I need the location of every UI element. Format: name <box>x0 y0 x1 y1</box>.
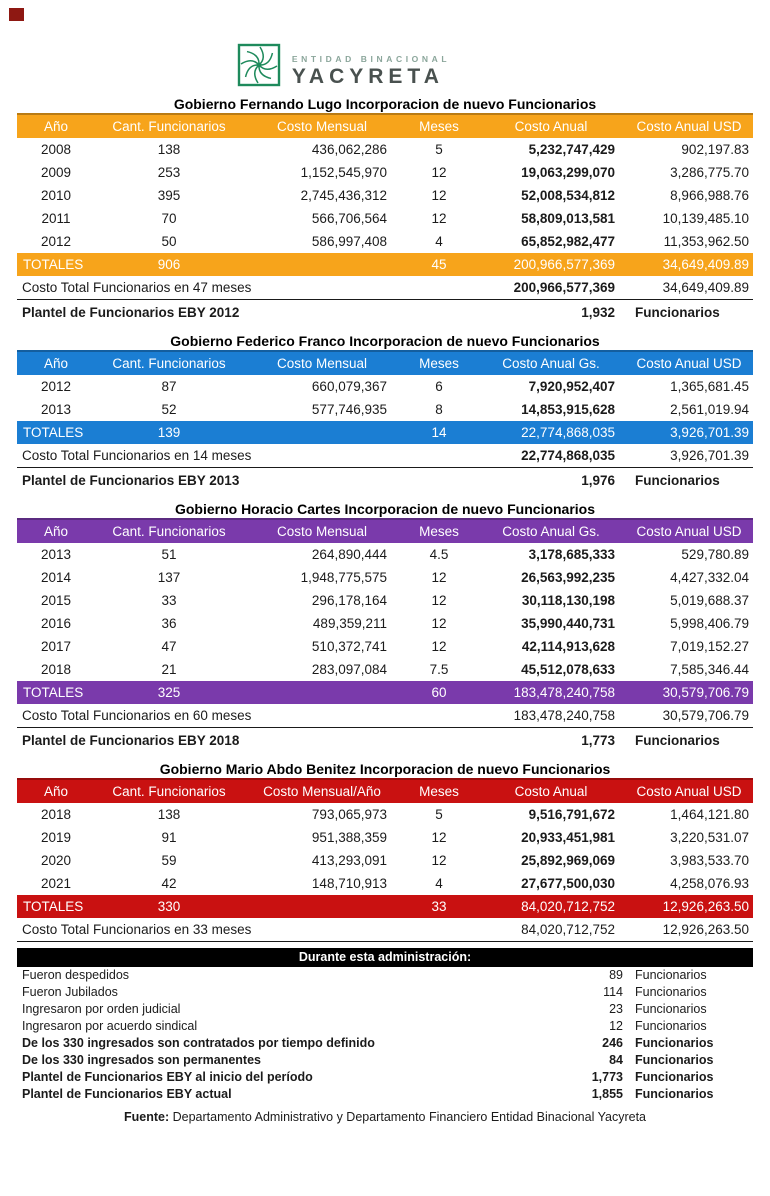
column-header: Costo Anual USD <box>636 356 742 371</box>
table-row <box>17 635 753 658</box>
table-cell: 283,097,084 <box>311 662 387 677</box>
admin-row-label: Plantel de Funcionarios EBY actual <box>22 1087 232 1101</box>
table-cell: 436,062,286 <box>311 142 387 157</box>
column-header: Cant. Funcionarios <box>112 524 226 539</box>
table-cell: 2012 <box>40 234 72 249</box>
table-cell: 36 <box>161 616 177 631</box>
table-cell: 4.5 <box>429 547 449 562</box>
admin-row-value: 1,773 <box>591 1070 623 1084</box>
table-cell: 42 <box>161 876 177 891</box>
admin-section <box>17 948 753 1103</box>
table-cell: 2017 <box>40 639 72 654</box>
table-cell: 35,990,440,731 <box>521 616 615 631</box>
costo-total-anual: 183,478,240,758 <box>513 708 615 723</box>
table-cell: 951,388,359 <box>311 830 387 845</box>
totales-spacer <box>243 421 401 444</box>
table-cell: 2018 <box>40 807 72 822</box>
column-header: Año <box>43 356 69 371</box>
table-cell: 12 <box>431 616 447 631</box>
table-cell: 51 <box>161 547 177 562</box>
table-cell: 7.5 <box>429 662 449 677</box>
source-note-label: Fuente: <box>123 1110 170 1124</box>
table-cell: 26,563,992,235 <box>521 570 615 585</box>
table-cell: 793,065,973 <box>311 807 387 822</box>
column-header: Año <box>43 524 69 539</box>
table-cell: 510,372,741 <box>311 639 387 654</box>
table-cell: 2021 <box>40 876 72 891</box>
table-cell: 27,677,500,030 <box>521 876 615 891</box>
table-row <box>17 612 753 635</box>
costo-total-usd: 12,926,263.50 <box>662 922 749 937</box>
table-cell: 264,890,444 <box>311 547 387 562</box>
plantel-row <box>17 728 753 753</box>
table-row <box>17 658 753 681</box>
admin-section-header: Durante esta administración: <box>17 948 753 967</box>
table-cell: 3,220,531.07 <box>670 830 749 845</box>
table-cell: 10,139,485.10 <box>662 211 749 226</box>
table-cell: 7,920,952,407 <box>528 379 615 394</box>
totales-row <box>17 253 753 276</box>
table-header-row <box>17 518 753 543</box>
table-row <box>17 826 753 849</box>
plantel-unit: Funcionarios <box>635 473 720 488</box>
table-cell: 65,852,982,477 <box>521 234 615 249</box>
admin-row-value: 246 <box>602 1036 623 1050</box>
table-cell: 12 <box>431 211 447 226</box>
table-cell: 12 <box>431 853 447 868</box>
table-cell: 2011 <box>41 211 71 226</box>
table-title: Gobierno Federico Franco Incorporacion de nuevo Funcionarios <box>170 333 600 349</box>
admin-row <box>17 984 753 1001</box>
table-cell: 8 <box>435 402 443 417</box>
plantel-label: Plantel de Funcionarios EBY 2012 <box>22 305 240 320</box>
table-title: Gobierno Horacio Cartes Incorporacion de nuevo Funcionarios <box>174 501 596 517</box>
totales-cant: 906 <box>157 257 181 272</box>
table-cell: 91 <box>161 830 177 845</box>
totales-label: TOTALES <box>23 685 84 700</box>
table-cell: 59 <box>161 853 177 868</box>
costo-total-row <box>17 918 753 942</box>
plantel-unit: Funcionarios <box>635 305 720 320</box>
admin-row-label: Ingresaron por orden judicial <box>22 1002 181 1016</box>
column-header: Cant. Funcionarios <box>112 119 226 134</box>
table-cell: 148,710,913 <box>311 876 387 891</box>
table-cell: 1,464,121.80 <box>670 807 749 822</box>
table-cell: 4,427,332.04 <box>670 570 749 585</box>
table-cell: 1,365,681.45 <box>670 379 749 394</box>
table-cell: 4,258,076.93 <box>670 876 749 891</box>
table-row <box>17 184 753 207</box>
column-header: Costo Mensual/Año <box>263 784 381 799</box>
column-header: Costo Mensual <box>276 119 368 134</box>
table-cell: 2014 <box>40 570 72 585</box>
admin-row <box>17 1001 753 1018</box>
table-cell: 2016 <box>40 616 72 631</box>
totales-usd: 3,926,701.39 <box>670 425 749 440</box>
table-row <box>17 872 753 895</box>
admin-row-unit: Funcionarios <box>635 1036 714 1050</box>
totales-meses: 33 <box>431 899 447 914</box>
column-header: Año <box>43 119 69 134</box>
table-cell: 138 <box>157 142 181 157</box>
table-cell: 58,809,013,581 <box>521 211 615 226</box>
table-cell: 52,008,534,812 <box>521 188 615 203</box>
totales-anual: 200,966,577,369 <box>513 257 615 272</box>
column-header: Costo Anual <box>514 784 588 799</box>
table-cell: 42,114,913,628 <box>521 639 615 654</box>
column-header: Cant. Funcionarios <box>112 356 226 371</box>
logo-text <box>292 54 450 88</box>
table-row <box>17 230 753 253</box>
totales-label: TOTALES <box>23 425 84 440</box>
table-row <box>17 803 753 826</box>
column-header: Año <box>43 784 69 799</box>
table-row <box>17 375 753 398</box>
table-cell: 33 <box>161 593 177 608</box>
table-cell: 45,512,078,633 <box>521 662 615 677</box>
totales-cant: 330 <box>157 899 181 914</box>
admin-row-unit: Funcionarios <box>635 1019 707 1033</box>
totales-usd: 34,649,409.89 <box>662 257 749 272</box>
admin-row-label: Ingresaron por acuerdo sindical <box>22 1019 198 1033</box>
totales-spacer <box>243 253 401 276</box>
admin-row-unit: Funcionarios <box>635 1070 714 1084</box>
costo-total-label: Costo Total Funcionarios en 14 meses <box>22 448 252 463</box>
source-note-text: Departamento Administrativo y Departamento Financiero Entidad Binacional Yacyreta <box>172 1110 647 1124</box>
table-section <box>17 333 753 493</box>
admin-row-label: De los 330 ingresados son contratados por tiempo definido <box>22 1036 375 1050</box>
column-header: Meses <box>419 784 459 799</box>
table-cell: 2,745,436,312 <box>300 188 387 203</box>
table-cell: 2019 <box>40 830 72 845</box>
totales-anual: 22,774,868,035 <box>521 425 615 440</box>
table-cell: 2009 <box>40 165 72 180</box>
table-cell: 3,178,685,333 <box>528 547 615 562</box>
table-cell: 5 <box>435 142 443 157</box>
table-cell: 12 <box>431 830 447 845</box>
yacyreta-logo <box>0 36 728 88</box>
column-header: Cant. Funcionarios <box>112 784 226 799</box>
table-title: Gobierno Fernando Lugo Incorporacion de nuevo Funcionarios <box>173 96 597 112</box>
admin-row-value: 1,855 <box>591 1087 623 1101</box>
table-cell: 11,353,962.50 <box>663 234 749 249</box>
table-cell: 566,706,564 <box>311 211 387 226</box>
table-section <box>17 501 753 753</box>
tables-container <box>17 96 753 942</box>
table-cell: 20,933,451,981 <box>521 830 615 845</box>
table-cell: 87 <box>161 379 177 394</box>
admin-row-unit: Funcionarios <box>635 968 707 982</box>
table-cell: 577,746,935 <box>311 402 387 417</box>
admin-row <box>17 1052 753 1069</box>
costo-total-row <box>17 444 753 468</box>
table-row <box>17 138 753 161</box>
table-cell: 1,948,775,575 <box>300 570 387 585</box>
costo-total-label: Costo Total Funcionarios en 47 meses <box>22 280 252 295</box>
plantel-unit: Funcionarios <box>635 733 720 748</box>
column-header: Meses <box>419 524 459 539</box>
table-cell: 9,516,791,672 <box>528 807 615 822</box>
table-cell: 529,780.89 <box>681 547 749 562</box>
table-row <box>17 398 753 421</box>
table-cell: 3,983,533.70 <box>670 853 749 868</box>
table-cell: 21 <box>161 662 177 677</box>
table-cell: 5,019,688.37 <box>670 593 749 608</box>
costo-total-usd: 3,926,701.39 <box>670 448 749 463</box>
costo-total-usd: 30,579,706.79 <box>662 708 749 723</box>
table-cell: 70 <box>161 211 177 226</box>
costo-total-row <box>17 704 753 728</box>
totales-anual: 183,478,240,758 <box>513 685 615 700</box>
costo-total-row <box>17 276 753 300</box>
costo-total-usd: 34,649,409.89 <box>662 280 749 295</box>
admin-row-value: 23 <box>609 1002 623 1016</box>
logo-entidad-binacional: ENTIDAD BINACIONAL <box>291 54 451 64</box>
totales-meses: 45 <box>431 257 447 272</box>
yacyreta-spiral-icon <box>236 42 282 88</box>
plantel-label: Plantel de Funcionarios EBY 2018 <box>22 733 240 748</box>
table-cell: 138 <box>157 807 181 822</box>
table-cell: 2,561,019.94 <box>670 402 749 417</box>
table-cell: 413,293,091 <box>311 853 387 868</box>
costo-total-label: Costo Total Funcionarios en 60 meses <box>22 708 252 723</box>
totales-cant: 139 <box>157 425 181 440</box>
column-header: Costo Anual USD <box>636 119 742 134</box>
table-cell: 137 <box>157 570 181 585</box>
table-cell: 253 <box>157 165 181 180</box>
table-cell: 2008 <box>40 142 72 157</box>
table-header-row <box>17 113 753 138</box>
costo-total-label: Costo Total Funcionarios en 33 meses <box>22 922 252 937</box>
admin-rows <box>17 967 753 1103</box>
plantel-row <box>17 468 753 493</box>
column-header: Costo Anual <box>514 119 588 134</box>
costo-total-anual: 200,966,577,369 <box>513 280 615 295</box>
logo-yacyreta: YACYRETA <box>291 65 444 88</box>
table-cell: 52 <box>161 402 177 417</box>
table-cell: 4 <box>435 876 443 891</box>
table-cell: 12 <box>431 593 447 608</box>
column-header: Costo Anual USD <box>636 784 742 799</box>
admin-row-value: 114 <box>603 985 623 999</box>
column-header: Meses <box>419 119 459 134</box>
admin-row-unit: Funcionarios <box>635 985 707 999</box>
table-cell: 7,585,346.44 <box>670 662 749 677</box>
table-section <box>17 761 753 942</box>
admin-row-value: 84 <box>609 1053 623 1067</box>
costo-total-anual: 22,774,868,035 <box>521 448 615 463</box>
admin-row <box>17 1069 753 1086</box>
plantel-value: 1,976 <box>581 473 615 488</box>
table-row <box>17 161 753 184</box>
totales-usd: 30,579,706.79 <box>662 685 749 700</box>
column-header: Costo Mensual <box>276 356 368 371</box>
table-cell: 660,079,367 <box>311 379 387 394</box>
admin-row <box>17 967 753 984</box>
table-cell: 2013 <box>40 402 72 417</box>
table-cell: 14,853,915,628 <box>521 402 615 417</box>
table-header-row <box>17 350 753 375</box>
table-cell: 12 <box>431 639 447 654</box>
table-cell: 2012 <box>40 379 72 394</box>
table-row <box>17 849 753 872</box>
totales-spacer <box>243 681 401 704</box>
red-corner-mark <box>9 8 24 21</box>
table-header-row <box>17 778 753 803</box>
totales-label: TOTALES <box>23 899 84 914</box>
admin-row <box>17 1086 753 1103</box>
admin-row-value: 12 <box>609 1019 623 1033</box>
admin-row-unit: Funcionarios <box>635 1087 714 1101</box>
table-cell: 395 <box>157 188 181 203</box>
admin-row-value: 89 <box>609 968 623 982</box>
table-row <box>17 207 753 230</box>
totales-row <box>17 895 753 918</box>
table-cell: 5 <box>435 807 443 822</box>
table-row <box>17 543 753 566</box>
totales-cant: 325 <box>157 685 181 700</box>
totales-row <box>17 681 753 704</box>
table-section <box>17 96 753 325</box>
table-cell: 12 <box>431 188 447 203</box>
admin-row-label: Plantel de Funcionarios EBY al inicio del período <box>22 1070 313 1084</box>
plantel-label: Plantel de Funcionarios EBY 2013 <box>22 473 240 488</box>
table-cell: 6 <box>435 379 443 394</box>
table-cell: 30,118,130,198 <box>521 593 615 608</box>
table-cell: 2015 <box>40 593 72 608</box>
admin-row-unit: Funcionarios <box>635 1002 707 1016</box>
costo-total-anual: 84,020,712,752 <box>521 922 615 937</box>
column-header: Meses <box>419 356 459 371</box>
totales-spacer <box>243 895 401 918</box>
table-cell: 489,359,211 <box>312 616 387 631</box>
table-cell: 12 <box>431 165 447 180</box>
table-cell: 2018 <box>40 662 72 677</box>
totales-label: TOTALES <box>23 257 84 272</box>
table-cell: 47 <box>161 639 177 654</box>
table-cell: 2020 <box>40 853 72 868</box>
totales-meses: 60 <box>431 685 447 700</box>
table-cell: 12 <box>431 570 447 585</box>
table-cell: 296,178,164 <box>311 593 387 608</box>
column-header: Costo Mensual <box>276 524 368 539</box>
totales-usd: 12,926,263.50 <box>662 899 749 914</box>
totales-row <box>17 421 753 444</box>
table-cell: 19,063,299,070 <box>521 165 615 180</box>
admin-row-label: Fueron Jubilados <box>22 985 118 999</box>
admin-row-label: Fueron despedidos <box>22 968 130 982</box>
totales-meses: 14 <box>431 425 447 440</box>
table-row <box>17 566 753 589</box>
admin-row-unit: Funcionarios <box>635 1053 714 1067</box>
plantel-value: 1,932 <box>581 305 615 320</box>
table-cell: 586,997,408 <box>311 234 387 249</box>
table-cell: 902,197.83 <box>681 142 749 157</box>
column-header: Costo Anual Gs. <box>502 356 600 371</box>
table-cell: 25,892,969,069 <box>521 853 615 868</box>
table-cell: 2010 <box>40 188 72 203</box>
table-cell: 5,998,406.79 <box>670 616 749 631</box>
plantel-row <box>17 300 753 325</box>
totales-anual: 84,020,712,752 <box>521 899 615 914</box>
admin-row <box>17 1035 753 1052</box>
plantel-value: 1,773 <box>581 733 615 748</box>
table-cell: 50 <box>161 234 177 249</box>
table-cell: 4 <box>435 234 443 249</box>
table-row <box>17 589 753 612</box>
table-cell: 3,286,775.70 <box>670 165 749 180</box>
column-header: Costo Anual USD <box>636 524 742 539</box>
table-cell: 1,152,545,970 <box>300 165 387 180</box>
source-note <box>0 1110 770 1124</box>
table-cell: 2013 <box>40 547 72 562</box>
table-cell: 7,019,152.27 <box>670 639 749 654</box>
admin-row-label: De los 330 ingresados son permanentes <box>22 1053 261 1067</box>
admin-row <box>17 1018 753 1035</box>
table-cell: 8,966,988.76 <box>670 188 749 203</box>
table-cell: 5,232,747,429 <box>528 142 615 157</box>
column-header: Costo Anual Gs. <box>502 524 600 539</box>
table-title: Gobierno Mario Abdo Benitez Incorporacion de nuevo Funcionarios <box>159 761 611 777</box>
